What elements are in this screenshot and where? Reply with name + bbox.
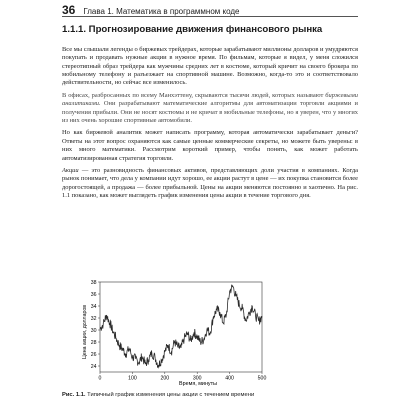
x-tick-label: 100	[128, 375, 137, 382]
paragraph-4-term: Акции	[62, 167, 79, 175]
stock-price-chart	[62, 276, 362, 388]
paragraph-4-body: — это разновидность финансовых активов, представляющих доли участия в компаниях. Когда рынок понимает, что дела у компании идут хорошо, ее акции растут в цене — их покупка становится более дорогостоящей, а продажа — более прибыльной. Цены на акции меняются постоянно и хаотично. На рис. 1.1 показано, как может выглядеть график изменения цены акции в течение торгового дня.	[62, 167, 358, 200]
caption-label: Рис. 1.1.	[62, 392, 86, 398]
section-title: 1.1.1. Прогнозирование движения финансового рынка	[62, 24, 323, 35]
y-tick-label: 30	[90, 327, 97, 334]
header-rule	[62, 16, 358, 17]
paragraph-2	[62, 92, 358, 125]
y-tick-label: 24	[90, 363, 97, 370]
y-tick-label: 32	[90, 315, 97, 322]
y-tick-label: 34	[90, 303, 97, 310]
body-text	[62, 46, 358, 205]
page-number: 36	[62, 3, 76, 17]
x-tick-label: 200	[160, 375, 170, 382]
paragraph-1: Все мы слышали легенды о биржевых трейдерах, которые зарабатывают миллионы долларов и умудряются покупать и продавать нужные акции в нужное время. По фильмам, которые я видел, у меня сложился стереотипный образ трейдера как мужчины средних лет в костюме, который кричит на своего брокера по мобильному телефону и разъезжает на спортивной машине. Возможно, когда-то это и соответствовало действительности, но сейчас все изменилось.	[62, 46, 358, 87]
y-axis-label: Цена акции, долларов	[82, 305, 88, 359]
paragraph-2-start: В офисах, разбросанных по всему Манхэттену, скрываются тысячи людей, которых называют	[62, 91, 326, 99]
paragraph-4	[62, 167, 358, 200]
x-axis-label: Время, минуты	[179, 381, 217, 387]
x-tick-label: 500	[257, 375, 267, 382]
chapter-title: Глава 1. Математика в программном коде	[83, 7, 240, 16]
figure-1-1	[62, 276, 362, 388]
series-line	[100, 285, 262, 368]
paragraph-2-term: биржевыми аналитиками	[62, 91, 358, 108]
x-tick-label: 0	[98, 375, 102, 382]
y-tick-label: 26	[90, 351, 97, 358]
y-tick-label: 28	[90, 339, 97, 346]
paragraph-2-end: . Они разрабатывают математические алгоритмы для автоматизации торговли акциями и получения прибыли. Они не носят костюмы и не кричат в мобильные телефоны, но я уверен, что у многих из них очень хорошие спортивные автомобили.	[62, 100, 358, 124]
paragraph-3: Но как биржевой аналитик может написать программу, которая автоматически зарабатывает деньги? Ответы на этот вопрос охраняются как самые ценные коммерческие секреты, но можете быть уверены: в них много математики. Рассмотрим короткий пример, чтобы понять, как может работать автоматизированная стратегия торговли.	[62, 129, 358, 162]
y-tick-label: 36	[90, 291, 97, 298]
x-tick-label: 400	[225, 375, 234, 382]
y-tick-label: 38	[90, 279, 97, 286]
figure-caption	[62, 392, 254, 398]
running-header	[62, 3, 239, 17]
plot-frame	[100, 282, 262, 372]
caption-text: Типичный график изменения цены акции с течением времени	[87, 392, 255, 398]
x-tick-label: 300	[192, 375, 202, 382]
